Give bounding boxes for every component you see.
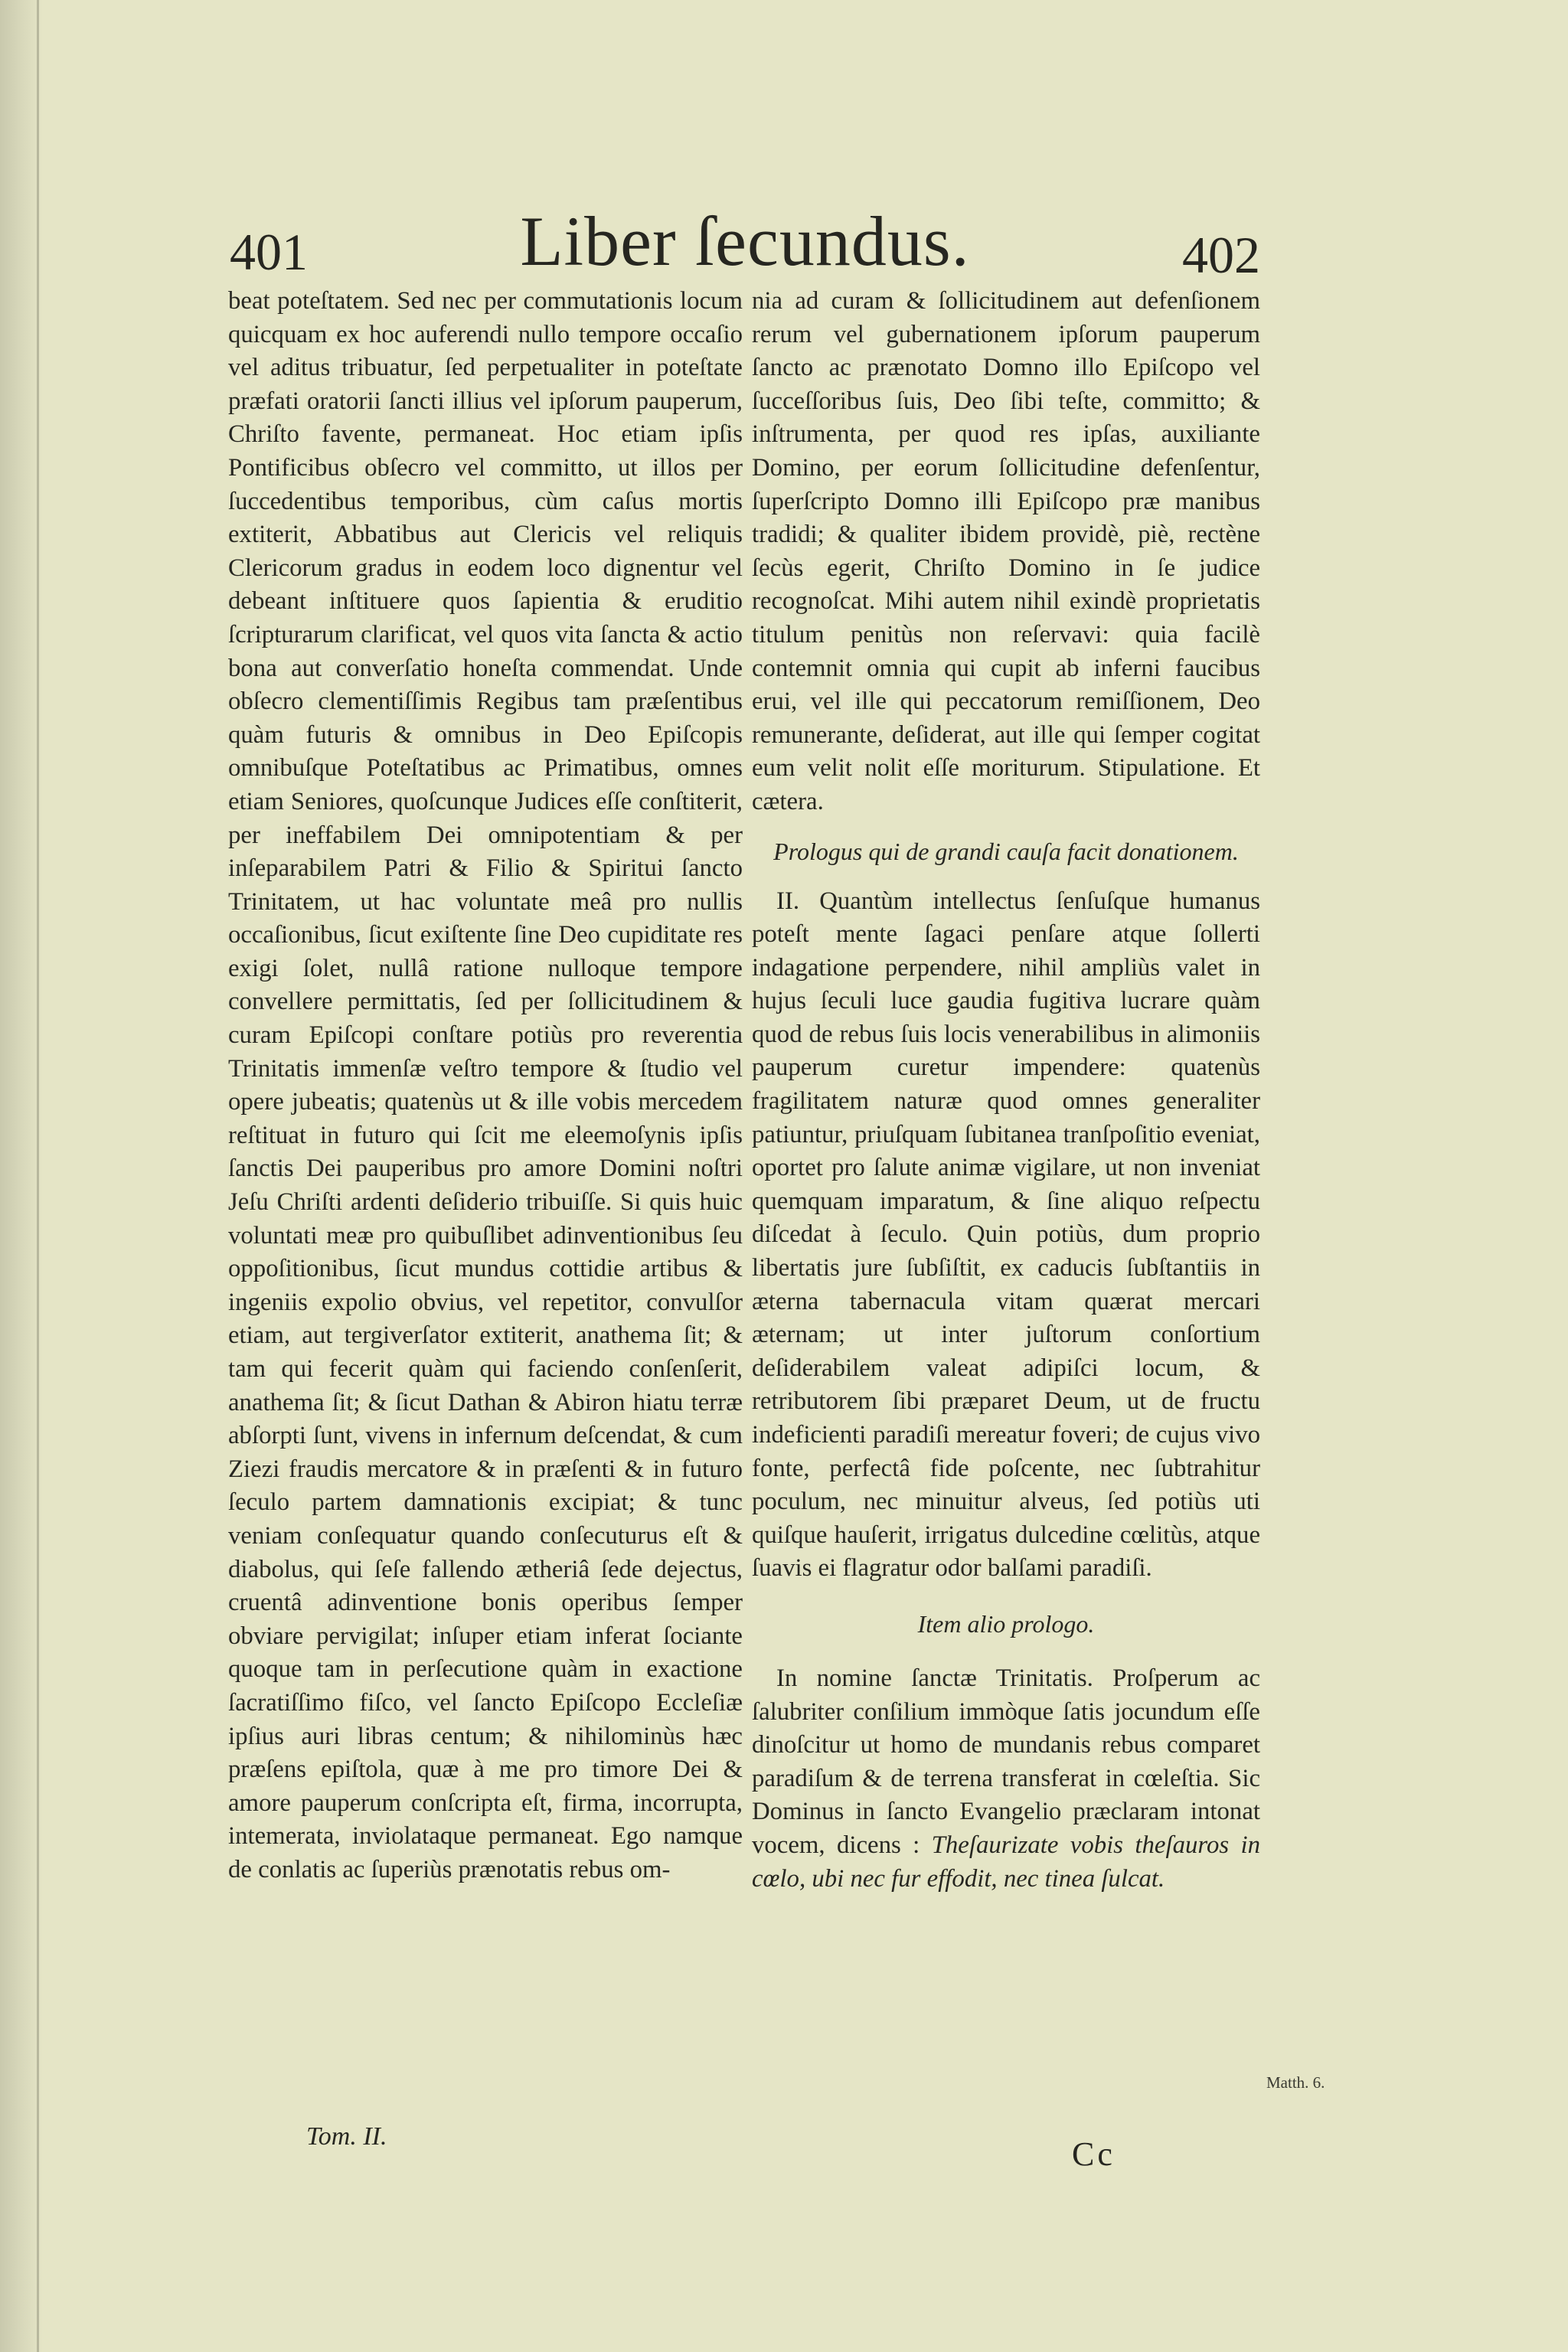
running-title: Liber ſecundus. <box>520 202 970 280</box>
continuation-text: nia ad curam & ſollicitudinem aut defenſionem rerum vel gubernationem ipſorum pauperum ſancto ac prænotato Domno illo Epiſcopo vel ſucceſſoribus ſuis, Deo ſibi teſte, committo; & inſtrumenta, per quod res ipſas, auxiliante Domino, per eorum ſollicitudine defenſentur, ſuperſcripto Domno illi Epiſcopo præ manibus tradidi; & qualiter ibidem providè, piè, rectène ſecùs egerit, Chriſto Domino in ſe judice recognoſcat. Mihi autem nihil exindè proprietatis titulum penitùs non reſervavi: quia facilè contemnit omnia qui cupit ab inferni faucibus erui, vel ille qui peccatorum remiſſionem, Deo remunerante, deſiderat, aut ille qui ſemper cogitat eum velit nolit eſſe moriturum. Stipulatione. Et cætera. <box>752 287 1260 815</box>
scripture-quote: Theſaurizate vobis theſauros in cœlo, ubi nec fur effodit, nec tinea ſulcat. <box>752 1831 1260 1893</box>
page-number-left: 401 <box>230 223 308 281</box>
section-iii-text: In nomine ſanctæ Trinitatis. Proſperum ac ſalubriter conſilium immòque ſatis jocundum eſſe dinoſcitur ut homo de mundanis rebus comparet paradiſum & de terrena transferat in cœleſtia. Sic Dominus in ſancto Evangelio præclaram intonat vocem, dicens : <box>752 1664 1260 1859</box>
left-column-text: beat poteſtatem. Sed nec per commutationis locum quicquam ex hoc auferendi nullo tempore occaſio vel aditus tribuatur, ſed perpetualiter in poteſtate præfati oratorii ſancti illius vel ipſorum pauperum, Chriſto favente, permaneat. Hoc etiam ipſis Pontificibus obſecro vel committo, ut illos per ſuccedentibus temporibus, cùm caſus mortis extiterit, Abbatibus aut Clericis vel reliquis Clericorum gradus in eodem loco dignentur vel debeant inſtituere quos ſapientia & eruditio ſcripturarum clarificat, vel quos vita ſancta & actio bona aut converſatio honeſta commendat. Unde obſecro clementiſſimis Regibus tam præſentibus quàm futuris & omnibus in Deo Epiſcopis omnibuſque Poteſtatibus ac Primatibus, omnes etiam Seniores, quoſcunque Judices eſſe conſtiterit, per ineffabilem Dei omnipotentiam & per inſeparabilem Patri & Filio & Spiritui ſancto Trinitatem, ut hac voluntate meâ pro nullis occaſionibus, ſicut exiſtente ſine Deo cupiditate res exigi ſolet, nullâ ratione nulloque tempore convellere permittatis, ſed per ſollicitudinem & curam Epiſcopi conſtare potiùs pro reverentia Trinitatis immenſæ veſtro tempore & ſtudio vel opere jubeatis; quatenùs ut & ille vobis mercedem reſtituat in futuro qui ſcit me eleemoſynis ipſis ſanctis Dei pauperibus pro amore Domini noſtri Jeſu Chriſti ardenti deſiderio tribuiſſe. Si quis huic voluntati meæ pro quibuſlibet adinventionibus ſeu oppoſitionibus, ſicut mundus cottidie artibus & ingeniis expolio obvius, vel repetitor, convulſor etiam, aut tergiverſator extiterit, anathema ſit; & tam qui fecerit quàm qui faciendo conſenſerit, anathema ſit; & ſicut Dathan & Abiron hiatu terræ abſorpti ſunt, vivens in infernum deſcendat, & cum Ziezi fraudis mercatore & in præſenti & in futuro ſeculo partem damnationis excipiat; & tunc veniam conſequatur quando conſecuturus eſt & diabolus, qui ſeſe fallendo ætheriâ ſede dejectus, cruentâ adinventione bonis operibus ſemper obviare pervigilat; inſuper etiam inferat ſociante quoque tam in perſecutione quàm in exactione ſacratiſſimo fiſco, vel ſancto Epiſcopo Eccleſiæ ipſius auri libras centum; & nihilominùs hæc præſens epiſtola, quæ à me pro timore Dei & amore pauperum conſcripta eſt, firma, incorrupta, intemerata, inviolataque permaneat. Ego namque de conlatis ac ſuperiùs prænotatis rebus om- <box>228 287 743 1883</box>
right-column <box>752 285 1260 1896</box>
page-header <box>230 201 1260 285</box>
section-heading-item: Item alio prologo. <box>917 1609 1095 1638</box>
left-column <box>228 285 743 1887</box>
tome-label: Tom. II. <box>306 2122 387 2151</box>
section-iii-paragraph <box>752 1662 1260 1896</box>
binding-edge <box>37 0 39 2352</box>
section-ii-text: II. Quantùm intellectus ſenſuſque humanus poteſt mente ſagaci penſare atque ſollerti indagatione perpendere, nihil ampliùs valet in hujus ſeculi luce gaudia fugitiva lucrare quàm quod de rebus ſuis locis venerabilibus in alimoniis pauperum curetur impendere: quatenùs fragilitatem naturæ quod omnes generaliter patiuntur, priuſquam ſubitanea tranſpoſitio eveniat, oportet pro ſalute animæ vigilare, ut non inveniat quemquam imparatum, & ſine aliquo reſpectu diſcedat à ſeculo. Quin potiùs, dum proprio libertatis jure ſubſiſtit, ex caducis ſubſtantiis in æterna tabernacula vitam quærat mercari æternam; ut inter juſtorum conſortium deſiderabilem valeat adipiſci locum, & retributorem ſibi præparet Deum, ut de fructu indeficienti paradiſi mereatur foveri; de cujus vivo fonte, perfectâ fide poſcente, nec ſubtrahitur poculum, nec minuitur alveus, ſed potiùs uti quiſque hauſerit, irrigatus dulcedine cœlitùs, atque ſuavis ei flagratur odor balſami paradiſi. <box>752 887 1260 1583</box>
signature-mark: Cc <box>1072 2135 1116 2173</box>
page-number-right: 402 <box>1182 226 1260 284</box>
margin-note: Matth. 6. <box>1266 2073 1325 2092</box>
section-heading-prologus: Prologus qui de grandi cauſa facit donationem. <box>773 837 1239 865</box>
